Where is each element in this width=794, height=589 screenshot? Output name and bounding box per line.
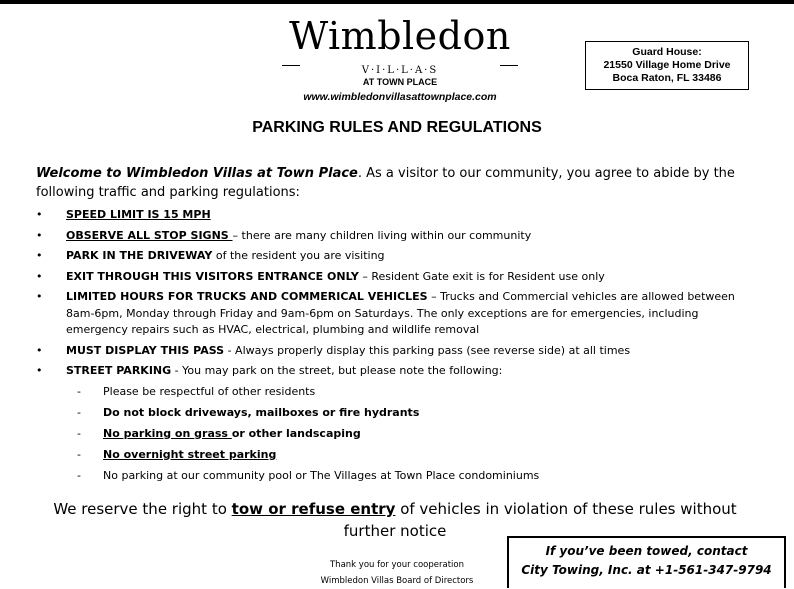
thanks-line: Thank you for your cooperation xyxy=(329,560,464,570)
top-border xyxy=(0,0,794,4)
logo-villas-row xyxy=(276,58,524,76)
intro-paragraph xyxy=(36,164,756,202)
rule-exit xyxy=(36,269,756,286)
sub-item-no-grass xyxy=(66,426,756,443)
dash: - xyxy=(77,447,81,461)
sub-item-no-pool xyxy=(66,468,756,485)
street-parking-sublist xyxy=(66,384,756,485)
towing-contact-line2: City Towing, Inc. at +1-561-347-9794 xyxy=(521,563,772,577)
thanks-note xyxy=(292,557,502,589)
guard-house-address-line1: 21550 Village Home Drive xyxy=(603,59,731,71)
sub-item-text: No parking at our community pool or The Villages at Town Place condominiums xyxy=(103,468,540,482)
logo-name: Wimbledon xyxy=(289,14,511,58)
towing-contact-box xyxy=(507,536,786,588)
bullet: • xyxy=(36,249,43,262)
tow-warning-emphasis: tow or refuse entry xyxy=(231,500,396,518)
rule-speed-limit xyxy=(36,207,756,224)
sub-item-respectful xyxy=(66,384,756,401)
intro-text: . As a visitor to our community, you agree to abide by the following traffic and parking regulations: xyxy=(36,166,735,200)
sub-item-heading: No parking on grass xyxy=(103,426,232,440)
rule-text: of the resident you are visiting xyxy=(212,249,385,262)
guard-house-address-line2: Boca Raton, FL 33486 xyxy=(612,72,722,84)
towing-contact-line1: If you’ve been towed, contact xyxy=(545,544,748,558)
dash: - xyxy=(77,426,81,440)
rule-stop-signs xyxy=(36,228,756,245)
dash: - xyxy=(77,405,81,419)
rule-heading: SPEED LIMIT IS 15 MPH xyxy=(66,208,211,221)
rule-text: – Trucks and Commercial vehicles are allowed between 8am-6pm, Monday through Friday and 9am-6pm on Saturdays. The only exceptions are for emergencies, including emergency repairs such as HVAC, electrical, plumbing and wildlife removal xyxy=(66,290,735,336)
bullet: • xyxy=(36,343,43,357)
wimbledon-villas-logo xyxy=(276,14,524,87)
logo-villas: V·I·L·L·A·S xyxy=(361,65,439,76)
sub-item-text: No overnight street parking xyxy=(103,447,277,461)
dash: - xyxy=(77,384,81,398)
rules-list xyxy=(36,207,756,489)
sub-item-no-overnight xyxy=(66,447,756,464)
guard-house-box xyxy=(585,41,749,90)
sub-item-text: or other landscaping xyxy=(231,426,361,440)
rule-display-pass xyxy=(36,343,756,360)
sub-item-text: Do not block driveways, mailboxes or fire hydrants xyxy=(103,405,420,419)
dash: - xyxy=(77,468,81,482)
bullet: • xyxy=(36,364,43,377)
rule-heading: PARK IN THE DRIVEWAY xyxy=(66,249,213,262)
rule-text: - You may park on the street, but please note the following: xyxy=(171,364,503,377)
logo-rule-left xyxy=(282,65,300,66)
rule-heading: MUST DISPLAY THIS PASS xyxy=(66,343,225,357)
rule-text: – Resident Gate exit is for Resident use only xyxy=(358,269,605,283)
board-signature: Wimbledon Villas Board of Directors xyxy=(320,576,474,586)
bullet: • xyxy=(36,208,43,221)
logo-tagline: AT TOWN PLACE xyxy=(362,77,438,87)
bullet: • xyxy=(36,290,43,303)
rule-text: – there are many children living within our community xyxy=(232,228,532,242)
sub-item-no-blocking xyxy=(66,405,756,422)
sub-item-text: Please be respectful of other residents xyxy=(103,384,316,398)
page-title: PARKING RULES AND REGULATIONS xyxy=(252,119,542,136)
rule-street-parking xyxy=(36,363,756,484)
website-url: www.wimbledonvillasattownplace.com xyxy=(303,91,497,103)
rule-heading: STREET PARKING xyxy=(66,364,172,377)
logo-rule-right xyxy=(500,65,518,66)
rule-driveway xyxy=(36,248,756,265)
rule-text: - Always properly display this parking pass (see reverse side) at all times xyxy=(224,343,631,357)
rule-heading: OBSERVE ALL STOP SIGNS xyxy=(66,228,233,242)
tow-warning-pre: We reserve the right to xyxy=(53,500,232,518)
bullet: • xyxy=(36,228,43,242)
rule-heading: LIMITED HOURS FOR TRUCKS AND COMMERICAL VEHICLES xyxy=(66,290,428,303)
rule-heading: EXIT THROUGH THIS VISITORS ENTRANCE ONLY xyxy=(66,269,359,283)
tow-warning-post: of vehicles in violation of these rules without further notice xyxy=(343,500,737,540)
guard-house-title: Guard House: xyxy=(632,46,702,58)
rule-trucks xyxy=(36,289,756,339)
intro-welcome: Welcome to Wimbledon Villas at Town Place xyxy=(36,166,358,181)
bullet: • xyxy=(36,269,43,283)
